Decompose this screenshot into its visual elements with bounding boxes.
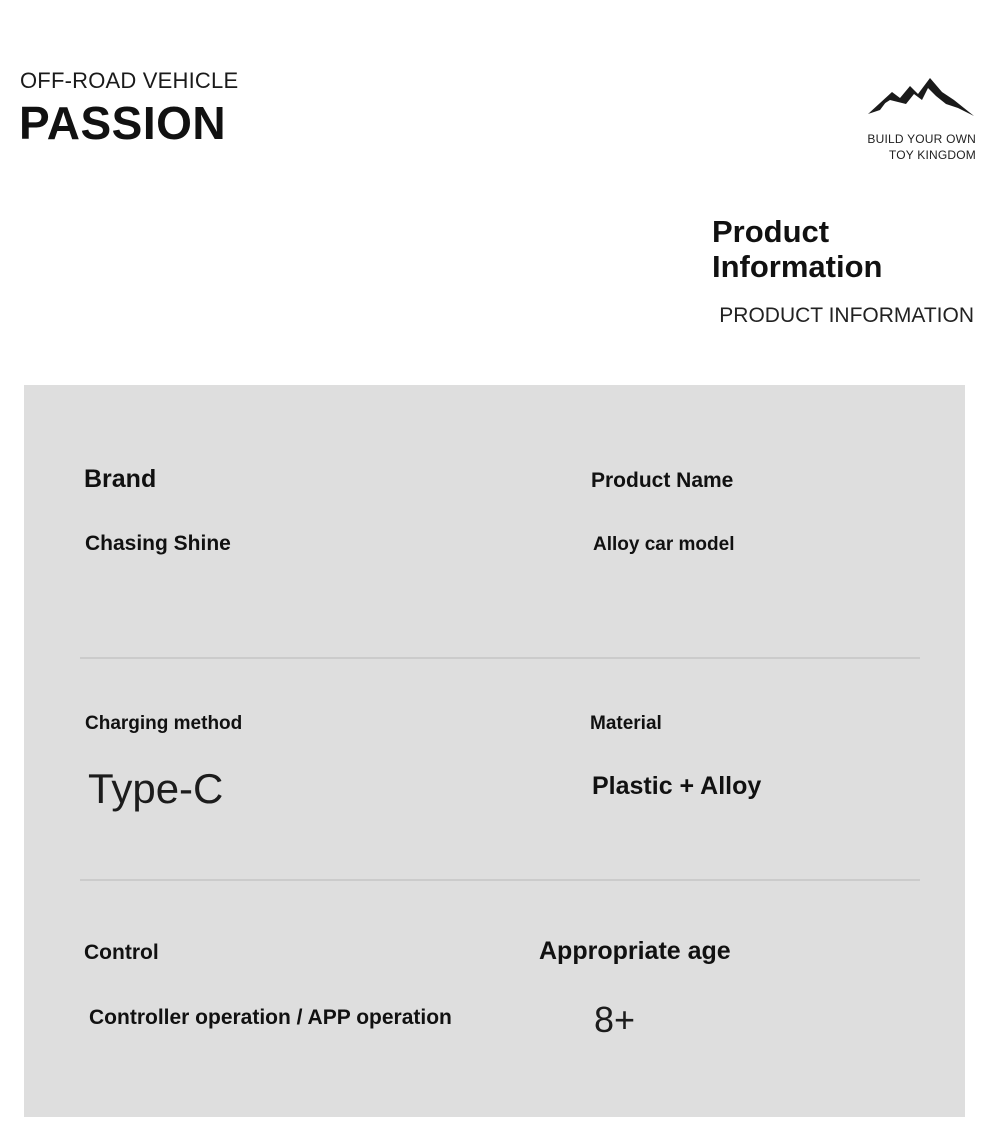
- product-name-label: Product Name: [591, 469, 734, 492]
- age-value: 8+: [594, 999, 636, 1040]
- brand-label: Brand: [84, 465, 157, 493]
- control-value: Controller operation / APP operation: [89, 1006, 452, 1029]
- logo-text-line2: TOY KINGDOM: [888, 148, 976, 162]
- row-divider-1: [80, 657, 920, 659]
- charging-label: Charging method: [85, 713, 243, 734]
- row-divider-2: [80, 879, 920, 881]
- logo-text-line1: BUILD YOUR OWN: [867, 132, 976, 146]
- age-label: Appropriate age: [539, 937, 731, 965]
- header-title: PASSION: [19, 97, 227, 149]
- mountain-icon: [866, 74, 976, 120]
- section-title-line2: Information: [712, 249, 883, 284]
- section-subtitle: PRODUCT INFORMATION: [719, 304, 974, 327]
- product-name-value: Alloy car model: [593, 534, 735, 555]
- control-label: Control: [84, 941, 159, 964]
- section-title-line1: Product: [712, 214, 830, 249]
- charging-value: Type-C: [88, 765, 224, 812]
- header-tagline: OFF-ROAD VEHICLE: [20, 68, 239, 93]
- material-label: Material: [590, 713, 662, 734]
- section-title: [712, 214, 883, 284]
- info-panel: [24, 385, 965, 1117]
- brand-value: Chasing Shine: [85, 532, 231, 555]
- material-value: Plastic + Alloy: [592, 772, 762, 800]
